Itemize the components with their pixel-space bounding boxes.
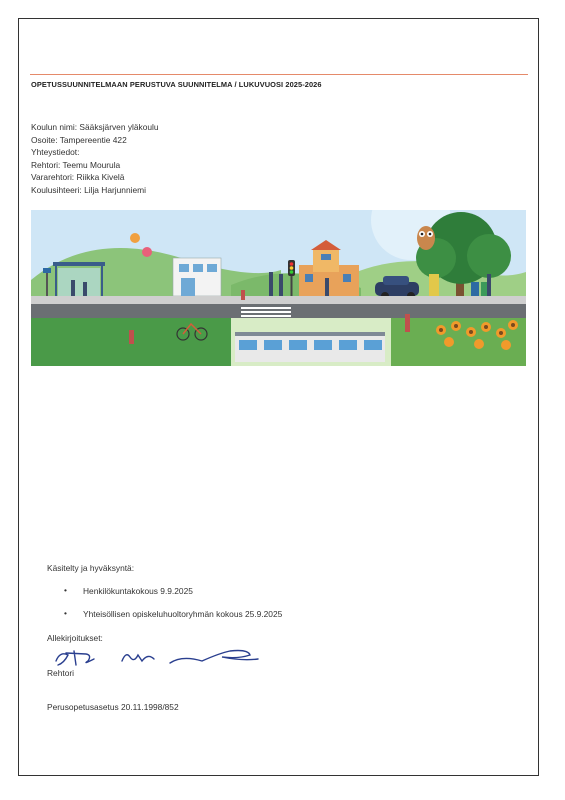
approval-heading: Käsitelty ja hyväksyntä: [47,563,135,573]
illustration-banner [31,210,526,366]
school-principal: Rehtori: Teemu Mourula [31,159,121,170]
document-title [31,80,322,89]
school-address: Osoite: Tampereentie 422 [31,134,127,145]
signature-graphic [52,643,262,671]
school-contact: Yhteystiedot: [31,147,80,158]
list-item: • Yhteisöllisen opiskeluhuoltoryhmän kokous 25.9.2025 [64,609,282,619]
signatures-label: Allekirjoitukset: [47,633,103,643]
document-title-text: OPETUSSUUNNITELMAAN PERUSTUVA SUUNNITELMA / LUKUVUOSI 2025-2026 [31,80,322,89]
signer-role: Rehtori [47,668,74,678]
list-item: • Henkilökuntakokous 9.9.2025 [64,586,282,596]
school-info [31,121,159,197]
header-rule [30,74,528,75]
school-name: Koulun nimi: Sääksjärven yläkoulu [31,122,159,132]
school-secretary: Koulusihteeri: Lilja Harjunniemi [31,184,146,195]
meeting-list [64,586,282,632]
school-vice-principal: Vararehtori: Riikka Kivelä [31,172,125,183]
decree-reference: Perusopetusasetus 20.11.1998/852 [47,702,179,712]
